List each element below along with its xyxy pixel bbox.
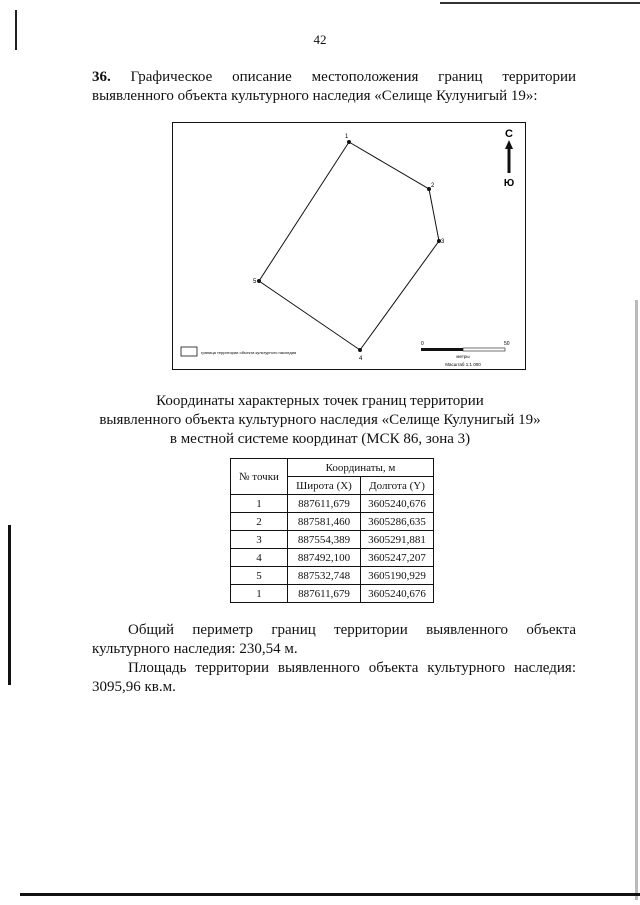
cell-longitude-y: 3605240,676 bbox=[361, 495, 434, 513]
north-arrow-icon bbox=[505, 140, 513, 149]
legend-swatch bbox=[181, 347, 197, 356]
table-row bbox=[231, 549, 434, 567]
boundary-polygon bbox=[259, 142, 439, 350]
vertex-label-4: 4 bbox=[359, 356, 363, 362]
perimeter-text: Общий периметр границ территории выявленного объекта культурного наследия: 230,54 м. bbox=[92, 622, 576, 657]
boundary-map bbox=[172, 122, 526, 370]
caption-line-2: выявленного объекта культурного наследия «Селище Кулунигый 19» bbox=[99, 412, 541, 428]
cell-point-number: 2 bbox=[231, 513, 288, 531]
legend-label: граница территории объекта культурного наследия bbox=[201, 350, 297, 355]
scan-edge-right bbox=[635, 300, 638, 900]
scale-ratio-label: Масштаб 1:1 000 bbox=[445, 362, 481, 367]
vertex-label-2: 2 bbox=[431, 183, 435, 189]
cell-latitude-x: 887492,100 bbox=[288, 549, 361, 567]
scale-bar bbox=[421, 341, 510, 367]
cell-point-number: 3 bbox=[231, 531, 288, 549]
cell-longitude-y: 3605286,635 bbox=[361, 513, 434, 531]
section-heading bbox=[92, 68, 576, 106]
compass-south-label: Ю bbox=[503, 178, 515, 189]
scale-start-label: 0 bbox=[421, 341, 424, 347]
cell-longitude-y: 3605291,881 bbox=[361, 531, 434, 549]
scale-bar-dark bbox=[421, 348, 463, 351]
header-point-number: № точки bbox=[231, 459, 288, 495]
scan-edge-top bbox=[440, 2, 640, 4]
cell-point-number: 4 bbox=[231, 549, 288, 567]
vertex-4 bbox=[358, 348, 362, 352]
header-longitude-y: Долгота (Y) bbox=[361, 477, 434, 495]
page-number: 42 bbox=[313, 32, 327, 47]
table-row bbox=[231, 585, 434, 603]
caption-line-1: Координаты характерных точек границ территории bbox=[156, 393, 484, 409]
vertex-label-1: 1 bbox=[345, 134, 349, 140]
cell-longitude-y: 3605190,929 bbox=[361, 567, 434, 585]
cell-point-number: 1 bbox=[231, 495, 288, 513]
table-row bbox=[231, 513, 434, 531]
cell-latitude-x: 887611,679 bbox=[288, 495, 361, 513]
coordinates-table bbox=[230, 458, 434, 603]
vertex-label-5: 5 bbox=[253, 279, 257, 285]
scan-margin-mark bbox=[8, 525, 11, 685]
map-legend bbox=[181, 347, 296, 356]
scale-end-label: 50 bbox=[504, 341, 510, 347]
cell-point-number: 1 bbox=[231, 585, 288, 603]
vertex-5 bbox=[257, 279, 261, 283]
section-title: Графическое описание местоположения границ территории выявленного объекта культурного наследия «Селище Кулунигый 19»: bbox=[92, 69, 576, 104]
vertex-label-3: 3 bbox=[441, 239, 445, 245]
table-row bbox=[231, 567, 434, 585]
cell-point-number: 5 bbox=[231, 567, 288, 585]
compass bbox=[504, 128, 514, 189]
cell-latitude-x: 887611,679 bbox=[288, 585, 361, 603]
area-text: Площадь территории выявленного объекта культурного наследия: 3095,96 кв.м. bbox=[92, 660, 576, 695]
scale-bar-light bbox=[463, 348, 505, 351]
coordinates-table-body bbox=[231, 495, 434, 603]
caption-line-3: в местной системе координат (МСК 86, зона 3) bbox=[169, 431, 471, 447]
scale-units-label: метры bbox=[456, 354, 470, 359]
cell-longitude-y: 3605240,676 bbox=[361, 585, 434, 603]
scan-edge-bottom bbox=[20, 893, 640, 896]
table-row bbox=[231, 531, 434, 549]
compass-arrow-shaft bbox=[508, 148, 511, 173]
cell-latitude-x: 887532,748 bbox=[288, 567, 361, 585]
coordinates-caption bbox=[60, 392, 580, 449]
header-coordinates: Координаты, м bbox=[288, 459, 434, 477]
summary bbox=[92, 621, 576, 697]
cell-latitude-x: 887581,460 bbox=[288, 513, 361, 531]
cell-latitude-x: 887554,389 bbox=[288, 531, 361, 549]
section-number: 36. bbox=[92, 69, 111, 85]
cell-longitude-y: 3605247,207 bbox=[361, 549, 434, 567]
vertex-1 bbox=[347, 140, 351, 144]
table-row bbox=[231, 495, 434, 513]
header-latitude-x: Широта (X) bbox=[288, 477, 361, 495]
compass-north-label: С bbox=[505, 128, 513, 140]
